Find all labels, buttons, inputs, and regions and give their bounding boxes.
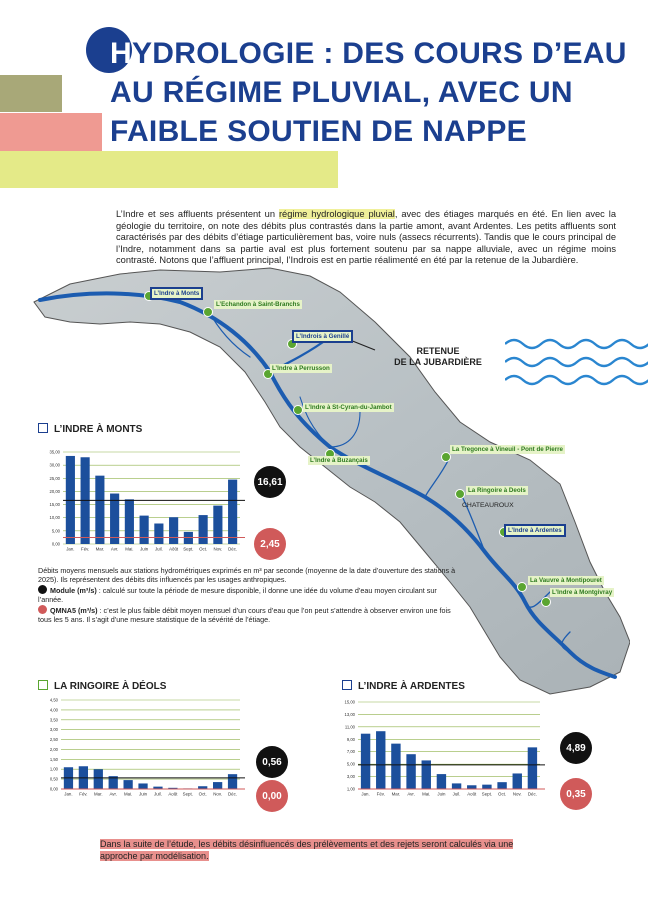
intro-highlight: régime hydrologique pluvial	[278, 209, 395, 219]
x-tick-label: Mai.	[125, 546, 134, 552]
chart-ringoire-title	[38, 680, 166, 692]
footnote-text: Dans la suite de l’étude, les débits désinfluencés des prélèvements et des rejets seront calculés via une approche par modélisation.	[100, 839, 514, 861]
ardentes-qmna5-bubble: 0,35	[560, 778, 592, 810]
x-tick-label: Août	[168, 791, 178, 797]
title-line3: FAIBLE SOUTIEN DE NAPPE	[110, 115, 527, 148]
y-tick-label: 5,00	[346, 761, 355, 767]
legend-block	[38, 566, 458, 624]
y-tick-label: 9,00	[346, 736, 355, 742]
legend-qmna5-dot	[38, 605, 47, 614]
y-tick-label: 13,00	[344, 711, 355, 717]
bar	[138, 783, 147, 789]
y-tick-label: 3,00	[49, 727, 58, 733]
bar	[452, 783, 461, 789]
chart-monts-title-box	[38, 423, 48, 433]
x-tick-label: Juin	[437, 791, 446, 797]
station-label-montgivray: L’Indre à Montgivray	[552, 589, 613, 596]
y-tick-label: 0,00	[51, 541, 60, 547]
bar	[437, 774, 446, 789]
intro-text-1: L’Indre et ses affluents présentent un	[116, 209, 279, 219]
station-vauvre-dot	[518, 583, 527, 592]
y-tick-label: 0,50	[49, 776, 58, 782]
bar	[513, 773, 522, 789]
chart-ringoire	[35, 696, 245, 802]
x-tick-label: Mar.	[94, 791, 103, 797]
x-tick-label: Sept.	[183, 546, 194, 552]
bar	[94, 769, 103, 789]
bar	[169, 517, 178, 544]
station-label-ringoire: La Ringoire à Deols	[468, 487, 526, 494]
x-tick-label: Fév.	[81, 546, 90, 552]
monts-qmna5-bubble: 2,45	[254, 528, 286, 560]
y-tick-label: 15,00	[344, 699, 355, 705]
page-title	[110, 34, 630, 151]
chart-monts-title	[38, 423, 142, 435]
y-tick-label: 2,50	[49, 737, 58, 743]
station-label-buzancais: L’Indre à Buzançais	[310, 457, 368, 464]
station-label-ardentes: L’Indre à Ardentes	[504, 524, 566, 537]
y-tick-label: 4,50	[49, 697, 58, 703]
x-tick-label: Juil.	[154, 791, 162, 797]
bar	[467, 785, 476, 789]
station-ringoire-dot	[456, 490, 465, 499]
y-tick-label: 0,00	[49, 786, 58, 792]
y-tick-label: 1,00	[49, 766, 58, 772]
bar	[140, 516, 149, 544]
x-tick-label: Jan.	[64, 791, 73, 797]
ardentes-module-bubble: 4,89	[560, 732, 592, 764]
bar	[391, 744, 400, 789]
x-tick-label: Sept.	[182, 791, 193, 797]
band-olive	[0, 75, 62, 112]
bar	[213, 782, 222, 789]
x-tick-label: Août	[467, 791, 477, 797]
legend-module-dot	[38, 585, 47, 594]
y-tick-label: 11,00	[344, 724, 355, 730]
bar	[497, 782, 506, 789]
x-tick-label: Oct.	[199, 546, 208, 552]
bar	[154, 523, 163, 544]
x-tick-label: Aôût	[169, 546, 179, 552]
ringoire-module-bubble: 0,56	[256, 746, 288, 778]
bar	[482, 785, 491, 789]
y-tick-label: 10,00	[49, 515, 60, 521]
x-tick-label: Juil.	[154, 546, 163, 552]
title-line2: AU RÉGIME PLUVIAL, AVEC UN	[110, 76, 573, 109]
x-tick-label: Nov.	[512, 791, 522, 797]
bar	[228, 774, 237, 789]
chart-ardentes-title-text: L’INDRE À ARDENTES	[358, 681, 465, 692]
station-stcyran-dot	[294, 406, 303, 415]
retenue-line1: RETENUE	[416, 346, 460, 356]
bar	[110, 494, 119, 544]
chart-ringoire-title-box	[38, 680, 48, 690]
x-tick-label: Oct.	[198, 791, 207, 797]
legend-module-label: Module (m³/s)	[50, 585, 97, 595]
x-tick-label: Déc.	[527, 791, 537, 797]
chart-ringoire-title-text: LA RINGOIRE À DÉOLS	[54, 681, 167, 692]
y-tick-label: 3,00	[346, 774, 355, 780]
x-tick-label: Mai.	[422, 791, 431, 797]
bar	[228, 480, 237, 544]
title-line1: YDROLOGIE : DES COURS D’EAU	[131, 37, 627, 70]
legend-qmna5-row	[38, 605, 458, 625]
retenue-label	[378, 346, 498, 368]
x-tick-label: Oct.	[498, 791, 507, 797]
station-label-perrusson: L’Indre à Perrusson	[272, 365, 330, 372]
bar	[213, 506, 222, 544]
chart-monts-title-text: L’INDRE À MONTS	[54, 424, 143, 435]
x-tick-label: Avr.	[110, 546, 119, 552]
y-tick-label: 4,00	[49, 707, 58, 713]
x-tick-label: Fév.	[376, 791, 385, 797]
bar	[199, 515, 208, 544]
footnote	[100, 838, 530, 862]
station-label-monts: L’Indre à Monts	[150, 287, 203, 300]
x-tick-label: Nov.	[213, 791, 222, 797]
city-chateauroux: CHATEAUROUX	[462, 502, 514, 509]
legend-qmna5-label: QMNA5 (m³/s)	[50, 605, 98, 615]
station-label-tregonce: La Tregonce à Vineuil - Pont de Pierre	[452, 446, 563, 453]
x-tick-label: Juin	[139, 791, 148, 797]
intro-paragraph	[116, 209, 616, 267]
x-tick-label: Déc.	[228, 791, 238, 797]
x-tick-label: Mar.	[95, 546, 105, 552]
y-tick-label: 5,00	[51, 528, 60, 534]
x-tick-label: Déc.	[228, 546, 238, 552]
chart-ardentes-title-box	[342, 680, 352, 690]
bar	[95, 476, 104, 544]
station-label-genille: L’Indrois à Genillé	[292, 330, 353, 343]
x-tick-label: Juin	[140, 546, 149, 552]
band-yellow	[0, 151, 338, 188]
x-tick-label: Fév.	[79, 791, 88, 797]
intro-text-2: , avec des étiages marqués en été. En lien avec la géologie du territoire, on note des débits plus contrastés dans la partie amont, avant Ardentes. Les petits affluents sont caractérisés par des débits d’étiage particulièrement bas, voire nuls (assecs récurrents). Tandis que le cours principal de l’Indre, notamment dans sa partie aval est plus fortement soutenu par sa nappe alluviale, avec un régime moins contrasté. Notons que l’affluent principal, l’Indrois est en partie réalimenté en été par la retenue de la Jubardière.	[116, 209, 616, 266]
station-echandon-dot	[204, 308, 213, 317]
station-label-stcyran: L’Indre à St-Cyran-du-Jambot	[305, 404, 392, 411]
x-tick-label: Mai.	[123, 791, 133, 797]
chart-monts	[35, 448, 245, 556]
title-first-letter: H	[110, 37, 132, 70]
y-tick-label: 2,00	[49, 746, 58, 752]
legend-module-row	[38, 585, 458, 605]
x-tick-label: Mar.	[391, 791, 401, 797]
x-tick-label: Nov.	[213, 546, 223, 552]
chart-ardentes	[340, 698, 545, 802]
station-label-vauvre: La Vauvre à Montipouret	[530, 577, 602, 584]
retenue-line2: DE LA JUBARDIÈRE	[394, 357, 482, 367]
y-tick-label: 25,00	[49, 475, 60, 481]
x-tick-label: Jan.	[66, 546, 75, 552]
bar	[406, 754, 415, 789]
ringoire-qmna5-bubble: 0,00	[256, 780, 288, 812]
y-tick-label: 15,00	[49, 502, 60, 508]
bar	[376, 731, 385, 789]
y-tick-label: 1,50	[49, 756, 58, 762]
station-label-echandon: L’Echandon à Saint-Branchs	[216, 301, 300, 308]
legend-qmna5-text: : c’est le plus faible débit moyen mensuel d’un cours d’eau que l’on peut s’attendre à observer environ une fois tous les 5 ans. Il s’agit d’une mesure statistique de la sévérité de l’étiage.	[38, 605, 451, 625]
x-tick-label: Avr.	[407, 791, 415, 797]
bar	[528, 747, 537, 789]
bar	[361, 734, 370, 789]
x-tick-label: Jan.	[361, 791, 370, 797]
bar	[124, 780, 133, 789]
y-tick-label: 35,00	[49, 449, 60, 455]
y-tick-label: 7,00	[346, 749, 355, 755]
station-montgivray-dot	[542, 598, 551, 607]
y-tick-label: 30,00	[49, 462, 60, 468]
y-tick-label: 20,00	[49, 488, 60, 494]
chart-ardentes-title	[342, 680, 465, 692]
monts-module-bubble: 16,61	[254, 466, 286, 498]
y-tick-label: 3,50	[49, 717, 58, 723]
legend-debits: Débits moyens mensuels aux stations hydrométriques exprimés en m³ par seconde (moyenne de la date d’ouverture des stations à 2025). Ils représentent des débits dits influencés par les usages anthropiques.	[38, 566, 456, 585]
band-pink	[0, 113, 102, 151]
y-tick-label: 1,00	[346, 786, 355, 792]
legend-module-text: : calculé sur toute la période de mesure disponible, il donne une idée du volume d’eau moyen circulant sur l’année.	[38, 585, 437, 605]
x-tick-label: Juil.	[452, 791, 461, 797]
x-tick-label: Avr.	[109, 791, 117, 797]
x-tick-label: Sept.	[481, 791, 493, 797]
